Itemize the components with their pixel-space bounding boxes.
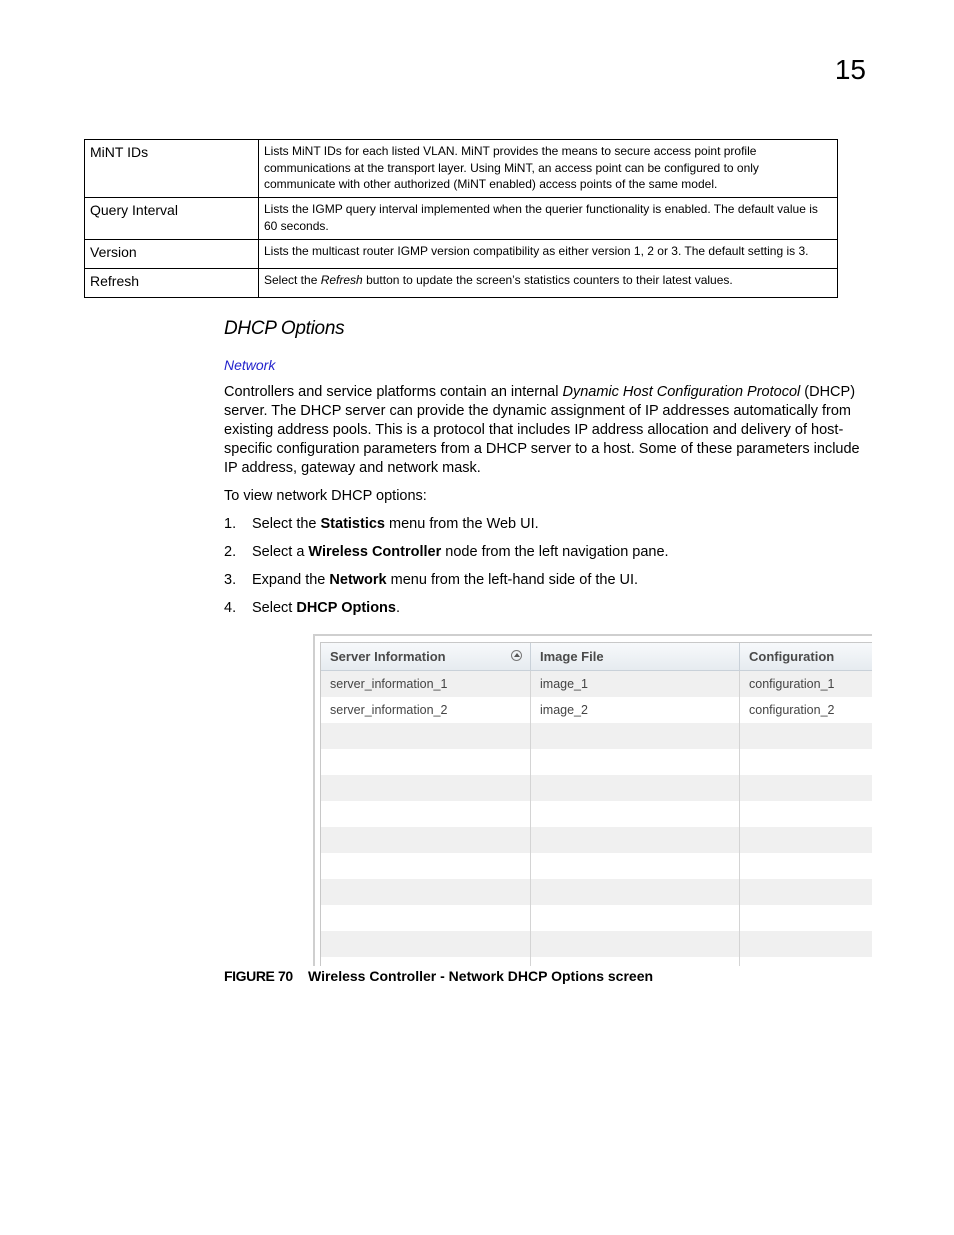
grid-header — [321, 643, 872, 671]
server-information-cell: server_information_2 — [321, 697, 531, 723]
empty-cell — [531, 853, 740, 879]
empty-cell — [321, 905, 531, 931]
empty-cell — [321, 957, 531, 966]
empty-cell — [740, 801, 872, 827]
step-text: Select the — [252, 516, 321, 532]
table-row[interactable] — [321, 671, 872, 697]
step-text: node from the left navigation pane. — [441, 544, 669, 560]
step-item — [224, 571, 638, 590]
step-number: 2. — [224, 544, 237, 560]
step-text: Select a — [252, 544, 309, 560]
empty-cell — [740, 905, 872, 931]
description-cell — [259, 269, 838, 298]
empty-cell — [321, 931, 531, 957]
description-cell: Lists MiNT IDs for each listed VLAN. MiNT provides the means to secure access point profile communications at the transport layer. Using MiNT, an access point can be configured to only communicate with other authorized (MiNT enabled) access points of the same model. — [259, 140, 838, 198]
refresh-emphasis: Refresh — [320, 273, 363, 287]
empty-cell — [740, 827, 872, 853]
empty-cell — [531, 723, 740, 749]
empty-row — [321, 749, 872, 775]
step-item — [224, 543, 669, 562]
term-cell: Version — [85, 240, 259, 269]
step-bold: Statistics — [320, 516, 385, 532]
intro-text-1: Controllers and service platforms contain an internal — [224, 384, 563, 400]
empty-cell — [531, 749, 740, 775]
empty-cell — [740, 749, 872, 775]
empty-cell — [740, 723, 872, 749]
column-header-image-file[interactable] — [531, 643, 740, 670]
empty-cell — [740, 957, 872, 966]
figure-label: FIGURE 70 — [224, 968, 293, 984]
figure-caption — [224, 967, 653, 985]
step-number: 4. — [224, 600, 237, 616]
step-text: menu from the left-hand side of the UI. — [386, 572, 639, 588]
empty-cell — [321, 801, 531, 827]
empty-row — [321, 801, 872, 827]
empty-cell — [321, 775, 531, 801]
step-text: Select — [252, 600, 297, 616]
table-row[interactable] — [321, 697, 872, 723]
description-cell: Lists the multicast router IGMP version compatibility as either version 1, 2 or 3. The default setting is 3. — [259, 240, 838, 269]
image-file-cell: image_1 — [531, 671, 740, 697]
empty-cell — [740, 853, 872, 879]
step-bold: DHCP Options — [296, 600, 396, 616]
empty-row — [321, 957, 872, 966]
step-item — [224, 515, 539, 534]
step-bold: Wireless Controller — [308, 544, 442, 560]
step-bold: Network — [329, 572, 387, 588]
empty-cell — [531, 957, 740, 966]
step-text: Expand the — [252, 572, 330, 588]
empty-cell — [321, 879, 531, 905]
empty-cell — [740, 775, 872, 801]
sort-ascending-icon[interactable] — [511, 650, 522, 661]
step-number: 3. — [224, 572, 237, 588]
chapter-number: 15 — [834, 54, 866, 85]
empty-cell — [321, 827, 531, 853]
empty-row — [321, 879, 872, 905]
dhcp-options-screenshot — [313, 634, 872, 966]
empty-cell — [531, 827, 740, 853]
empty-cell — [531, 931, 740, 957]
empty-row — [321, 931, 872, 957]
empty-row — [321, 905, 872, 931]
empty-cell — [740, 879, 872, 905]
step-text: menu from the Web UI. — [385, 516, 539, 532]
dhcp-options-grid — [320, 642, 872, 966]
table-row — [85, 240, 838, 269]
lead-in-text: To view network DHCP options: — [224, 488, 427, 504]
empty-cell — [321, 723, 531, 749]
column-header-server-information[interactable] — [321, 643, 531, 670]
table-row — [85, 140, 838, 198]
desc-prefix: Select the — [264, 273, 321, 287]
empty-row — [321, 827, 872, 853]
image-file-cell: image_2 — [531, 697, 740, 723]
section-title: DHCP Options — [224, 318, 345, 339]
description-cell: Lists the IGMP query interval implemented when the querier functionality is enabled. The default value is 60 seconds. — [259, 198, 838, 240]
empty-cell — [531, 801, 740, 827]
empty-cell — [531, 879, 740, 905]
empty-cell — [740, 931, 872, 957]
empty-row — [321, 853, 872, 879]
column-header-label: Server Information — [330, 649, 446, 664]
intro-emphasis: Dynamic Host Configuration Protocol — [562, 384, 801, 400]
step-number: 1. — [224, 516, 237, 532]
configuration-cell: configuration_2 — [749, 703, 835, 717]
empty-row — [321, 723, 872, 749]
configuration-cell: configuration_1 — [749, 677, 835, 691]
empty-cell — [531, 905, 740, 931]
empty-row — [321, 775, 872, 801]
intro-text-2: (DHCP) server. The DHCP server can provide the dynamic assignment of IP addresses automatically from existing address pools. This is a protocol that includes IP address allocation and delivery of host-specific configuration parameters from a DHCP server to a host. Some of these parameters include IP address, gateway and network mask. — [224, 384, 860, 476]
column-header-label: Image File — [540, 649, 604, 664]
desc-suffix: button to update the screen’s statistics counters to their latest values. — [362, 273, 733, 287]
grid-body — [321, 671, 872, 966]
figure-caption-text: Wireless Controller - Network DHCP Options screen — [308, 968, 654, 984]
column-header-configuration[interactable] — [740, 643, 872, 670]
table-row — [85, 269, 838, 298]
intro-paragraph — [224, 383, 869, 478]
term-cell: Query Interval — [85, 198, 259, 240]
server-information-cell: server_information_1 — [321, 671, 531, 697]
empty-cell — [321, 853, 531, 879]
column-header-label: Configuration — [749, 649, 835, 664]
breadcrumb-link[interactable]: Network — [224, 357, 276, 373]
table-row — [85, 198, 838, 240]
empty-cell — [531, 775, 740, 801]
empty-cell — [321, 749, 531, 775]
term-cell: Refresh — [85, 269, 259, 298]
term-cell: MiNT IDs — [85, 140, 259, 198]
reference-table — [84, 139, 838, 298]
step-text: . — [395, 600, 400, 616]
step-item — [224, 599, 400, 618]
